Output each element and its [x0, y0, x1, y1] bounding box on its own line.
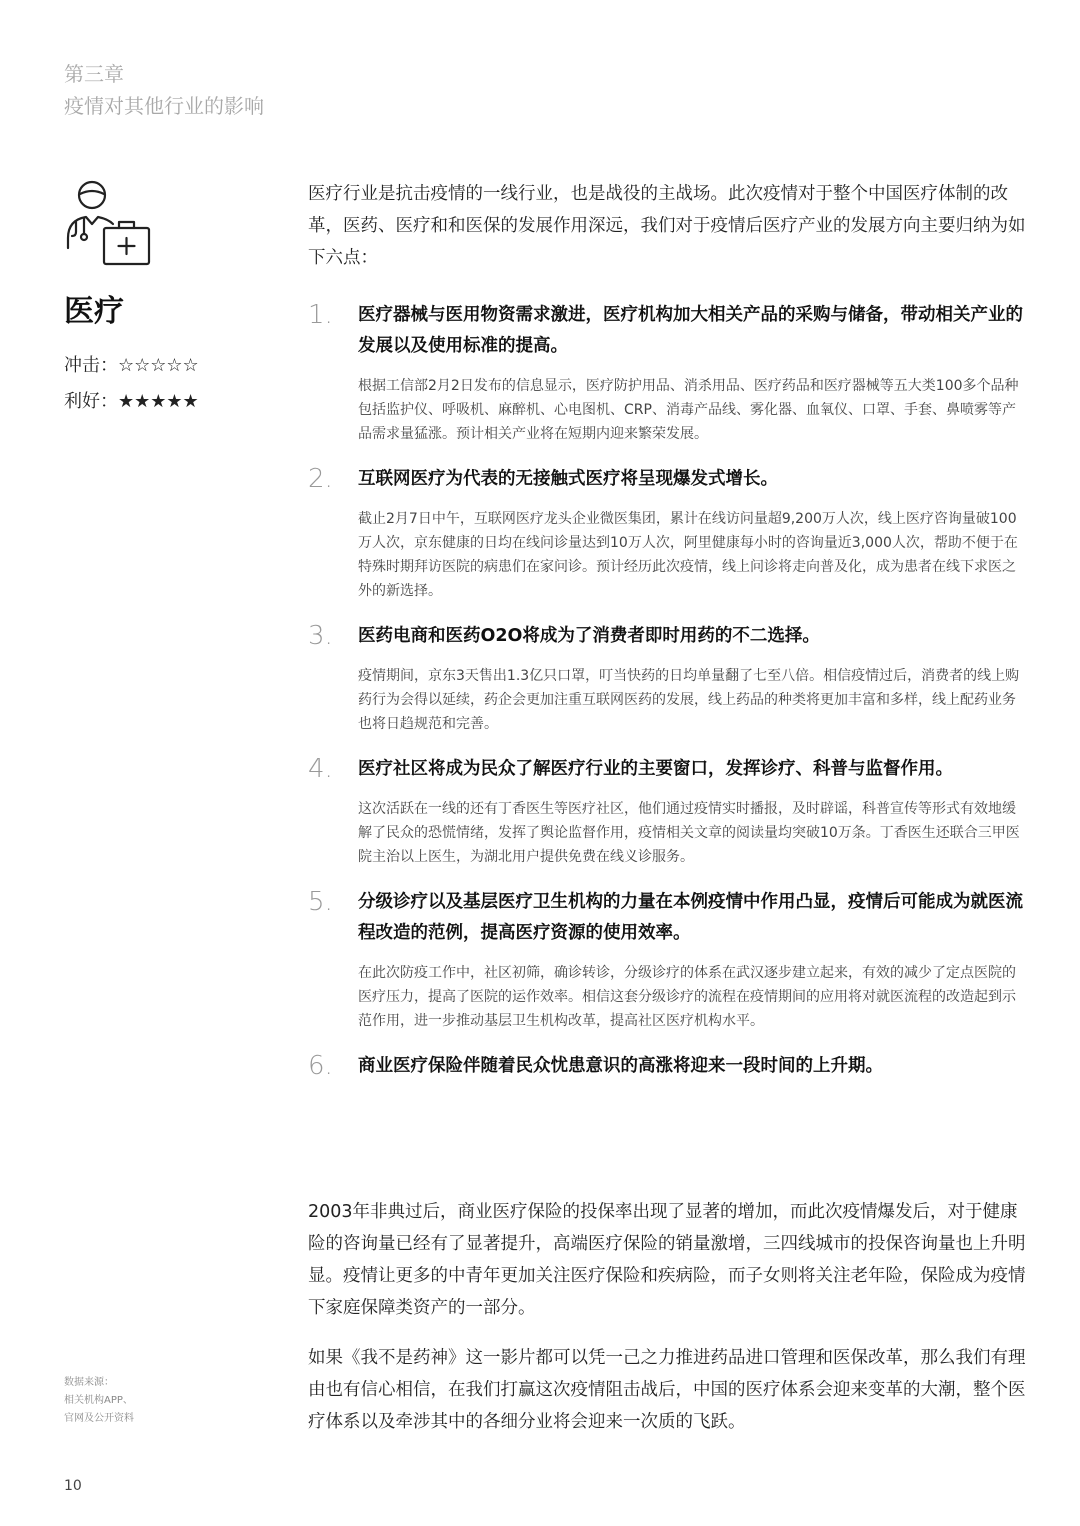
sidebar: [64, 180, 284, 420]
item-body: 在此次防疫工作中，社区初筛，确诊转诊，分级诊疗的体系在武汉逐步建立起来，有效的减少了定点医院的医疗压力，提高了医院的运作效率。相信这套分级诊疗的流程在疫情期间的应用将对就医流程的改造起到示范作用，进一步推动基层卫生机构改革，提高社区医疗机构水平。: [358, 965, 1016, 1029]
key-points-list: [308, 300, 1028, 1082]
data-source-note: [64, 1374, 134, 1428]
page-number: 10: [64, 1478, 82, 1494]
item-heading: 分级诊疗以及基层医疗卫生机构的力量在本例疫情中作用凸显，疫情后可能成为就医流程改造的范例，提高医疗资源的使用效率。: [358, 892, 1023, 943]
item-body: 这次活跃在一线的还有丁香医生等医疗社区，他们通过疫情实时播报，及时辟谣，科普宣传等形式有效地缓解了民众的恐慌情绪，发挥了舆论监督作用，疫情相关文章的阅读量均突破10万条。丁香医生还联合三甲医院主治以上医生，为湖北用户提供免费在线义诊服务。: [358, 801, 1020, 865]
section-title: 医疗: [64, 294, 124, 329]
chapter-header: [64, 58, 264, 122]
source-line: 官网及公开资料: [64, 1413, 134, 1424]
item-number: 3.: [308, 621, 333, 651]
item-number: 4.: [308, 754, 333, 784]
chapter-number: 第三章: [64, 62, 124, 86]
list-item: [308, 300, 1028, 446]
impact-rating: 冲击：☆☆☆☆☆: [64, 355, 199, 376]
intro-paragraph: 医疗行业是抗击疫情的一线行业，也是战役的主战场。此次疫情对于整个中国医疗体制的改革，医药、医疗和和医保的发展作用深远，我们对于疫情后医疗产业的发展方向主要归纳为如下六点：: [308, 184, 1026, 268]
doctor-medkit-icon: [64, 180, 154, 270]
closing-paragraph-1: 2003年非典过后，商业医疗保险的投保率出现了显著的增加，而此次疫情爆发后，对于健康险的咨询量已经有了显著提升，高端医疗保险的销量激增，三四线城市的投保咨询量也上升明显。疫情让更多的中青年更加关注医疗保险和疾病险，而子女则将关注老年险，保险成为疫情下家庭保障类资产的一部分。: [308, 1202, 1026, 1318]
rating-block: [64, 348, 284, 420]
item-heading: 医疗器械与医用物资需求激进，医疗机构加大相关产品的采购与储备，带动相关产业的发展以及使用标准的提高。: [358, 305, 1023, 356]
item-heading: 商业医疗保险伴随着民众忧患意识的高涨将迎来一段时间的上升期。: [358, 1056, 883, 1076]
item-body: 疫情期间，京东3天售出1.3亿只口罩，叮当快药的日均单量翻了七至八倍。相信疫情过后，消费者的线上购药行为会得以延续，药企会更加注重互联网医药的发展，线上药品的种类将更加丰富和多样，线上配药业务也将日趋规范和完善。: [358, 668, 1020, 732]
item-number: 1.: [308, 300, 333, 330]
source-line: 相关机构APP、: [64, 1395, 133, 1406]
item-body: 根据工信部2月2日发布的信息显示，医疗防护用品、消杀用品、医疗药品和医疗器械等五大类100多个品种包括监护仪、呼吸机、麻醉机、心电图机、CRP、消毒产品线、雾化器、血氧仪、口罩、手套、鼻喷雾等产品需求量猛涨。预计相关产业将在短期内迎来繁荣发展。: [358, 378, 1019, 442]
list-item: [308, 887, 1028, 1033]
list-item: [308, 621, 1028, 736]
benefit-rating: 利好：★★★★★: [64, 391, 199, 412]
item-number: 2.: [308, 464, 333, 494]
closing-paragraph-2: 如果《我不是药神》这一影片都可以凭一己之力推进药品进口管理和医保改革，那么我们有理由也有信心相信，在我们打赢这次疫情阻击战后，中国的医疗体系会迎来变革的大潮，整个医疗体系以及牵涉其中的各细分业将会迎来一次质的飞跃。: [308, 1348, 1026, 1432]
item-heading: 医药电商和医药O2O将成为了消费者即时用药的不二选择。: [358, 626, 820, 646]
item-number: 5.: [308, 887, 333, 917]
item-heading: 互联网医疗为代表的无接触式医疗将呈现爆发式增长。: [358, 469, 778, 489]
item-heading: 医疗社区将成为民众了解医疗行业的主要窗口，发挥诊疗、科普与监督作用。: [358, 759, 953, 779]
item-number: 6.: [308, 1051, 333, 1081]
list-item: [308, 464, 1028, 603]
list-item: [308, 1051, 1028, 1082]
item-body: 截止2月7日中午，互联网医疗龙头企业微医集团，累计在线访问量超9,200万人次，线上医疗咨询量破100万人次，京东健康的日均在线问诊量达到10万人次，阿里健康每小时的咨询量近3,000人次，帮助不便于在特殊时期拜访医院的病患们在家问诊。预计经历此次疫情，线上问诊将走向普及化，成为患者在线下求医之外的新选择。: [358, 511, 1018, 599]
list-item: [308, 754, 1028, 869]
chapter-title: 疫情对其他行业的影响: [64, 94, 264, 118]
source-line: 数据来源：: [64, 1377, 114, 1388]
main-content: [308, 178, 1028, 1100]
